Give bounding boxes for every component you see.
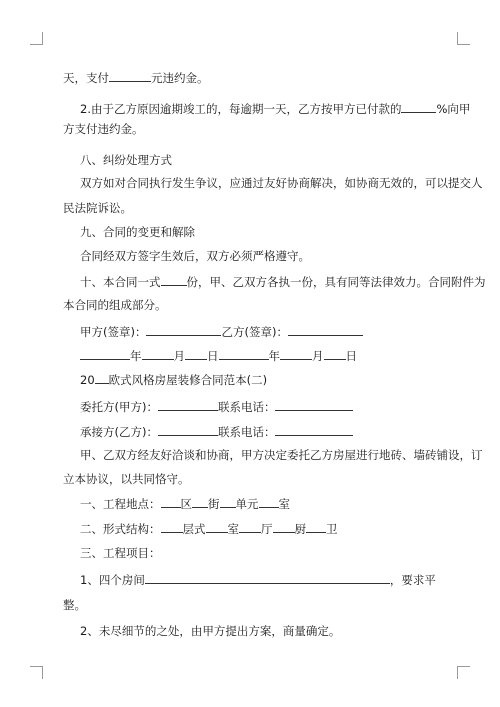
fill-blank: [145, 571, 390, 584]
text: 天，支付: [63, 71, 109, 85]
text: 联系电话：: [217, 425, 276, 439]
corner-mark-top-right: [457, 32, 470, 45]
fill-blank: [306, 520, 326, 533]
corner-mark-bottom-left: [30, 666, 43, 679]
text: 元违约金。: [151, 71, 209, 85]
text-line: [80, 423, 353, 440]
text-line: 三、工程项目：: [80, 546, 161, 560]
fill-blank: [401, 100, 436, 113]
text: ，要求平: [389, 573, 436, 587]
text: 一、工程地点：: [80, 497, 161, 511]
section-heading: 九、合同的变更和解除: [80, 225, 195, 239]
text-line: 整。: [63, 598, 86, 612]
text-line: 合同经双方签字生效后，双方必须严格遵守。: [80, 249, 310, 263]
fill-blank: [324, 347, 346, 360]
text: 份，甲、乙双方各执一份，具有同等法律效力。合同附件为: [186, 275, 486, 289]
text: 委托方(甲方)：: [80, 400, 158, 414]
fill-blank: [146, 323, 221, 336]
fill-blank: [161, 495, 181, 508]
text: 乙方(签章)：: [221, 325, 288, 339]
text-line: 方支付违约金。: [63, 122, 144, 136]
text-line: [63, 69, 209, 86]
corner-mark-top-left: [30, 32, 43, 45]
text: 月: [173, 349, 185, 363]
text-line: [80, 495, 290, 512]
text: 年: [130, 349, 142, 363]
text: 年: [268, 349, 280, 363]
fill-blank: [161, 520, 183, 533]
fill-blank: [220, 495, 236, 508]
fill-blank: [161, 273, 187, 286]
fill-blank: [206, 520, 228, 533]
text-line: 甲、乙双方经友好洽谈和协商，甲方决定委托乙方房屋进行地砖、墙砖铺设，订: [80, 448, 483, 462]
text-line: [80, 273, 486, 290]
fill-blank: [80, 347, 130, 360]
text-line: 立本协议，以共同恪守。: [63, 472, 190, 486]
text: 2.由于乙方原因逾期竣工的，每逾期一天，乙方按甲方已付款的: [80, 102, 402, 116]
text: 室: [278, 497, 290, 511]
fill-blank: [158, 423, 218, 436]
text: %向甲: [436, 102, 471, 116]
fill-blank: [158, 398, 218, 411]
text-line: 本合同的组成部分。: [63, 298, 167, 312]
text: 区: [180, 497, 192, 511]
fill-blank: [185, 347, 207, 360]
text: 卫: [326, 522, 338, 536]
text-line: [80, 571, 436, 588]
signature-line: [80, 323, 363, 340]
text: 厅: [261, 522, 273, 536]
text-line: [80, 398, 353, 415]
text: 1、四个房间: [80, 573, 145, 587]
text: 甲方(签章)：: [80, 325, 147, 339]
text: 街: [208, 497, 220, 511]
text: 厨: [294, 522, 306, 536]
fill-blank: [219, 347, 269, 360]
fill-blank: [239, 520, 261, 533]
fill-blank: [275, 423, 353, 436]
section-heading: 八、纠纷处理方式: [80, 153, 172, 167]
fill-blank: [280, 347, 312, 360]
text-line: [80, 520, 338, 537]
text-line: [80, 100, 470, 117]
text: 层式: [182, 522, 206, 536]
fill-blank: [95, 371, 109, 384]
text: 室: [227, 522, 239, 536]
text: 日: [345, 349, 357, 363]
text: 单元: [235, 497, 259, 511]
text-line: 民法院诉讼。: [63, 201, 132, 215]
fill-blank: [192, 495, 208, 508]
corner-mark-bottom-right: [457, 666, 470, 679]
text-line: 双方如对合同执行发生争议，应通过友好协商解决，如协商无效的，可以提交人: [80, 176, 483, 190]
text: 欧式风格房屋装修合同范本(二): [108, 373, 268, 387]
fill-blank: [259, 495, 279, 508]
fill-blank: [288, 323, 363, 336]
fill-blank: [142, 347, 174, 360]
fill-blank: [273, 520, 295, 533]
text: 十、本合同一式: [80, 275, 161, 289]
fill-blank: [275, 398, 353, 411]
document-title: [80, 371, 267, 388]
date-line: [80, 347, 357, 364]
text-line: 2、未尽细节的之处，由甲方提出方案，商量确定。: [80, 624, 341, 638]
text: 承接方(乙方)：: [80, 425, 158, 439]
text: 二、形式结构：: [80, 522, 161, 536]
text: 日: [207, 349, 219, 363]
text: 20: [80, 373, 95, 387]
text: 月: [312, 349, 324, 363]
fill-blank: [109, 69, 151, 82]
text: 联系电话：: [217, 400, 276, 414]
